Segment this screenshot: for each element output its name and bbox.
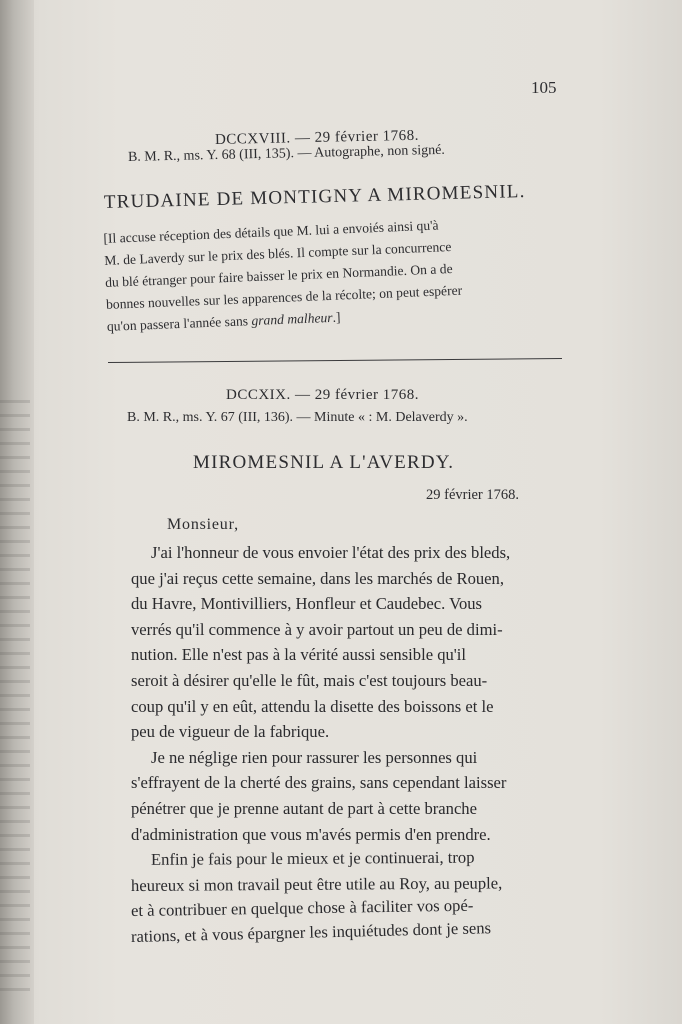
summary-line: bonnes nouvelles sur les apparences de la récolte; on peut espérer bbox=[105, 282, 463, 312]
summary-end: .] bbox=[332, 309, 341, 325]
letter-date: 29 février 1768. bbox=[426, 487, 520, 503]
body-line: coup qu'il y en eût, attendu la disette des boissons et le bbox=[131, 696, 494, 716]
summary-italic: grand malheur bbox=[251, 309, 333, 329]
previous-page-text-shadow bbox=[0, 400, 30, 1000]
body-line: verrés qu'il commence à y avoir partout un peu de dimi- bbox=[131, 619, 503, 639]
body-line: d'administration que vous m'avés permis d'en prendre. bbox=[131, 824, 491, 844]
body-line: J'ai l'honneur de vous envoier l'état des prix des bleds, bbox=[151, 543, 511, 562]
page-number: 105 bbox=[531, 78, 557, 97]
body-line: du Havre, Montivilliers, Honfleur et Caudebec. Vous bbox=[131, 594, 483, 614]
entry-heading: DCCXVIII. — 29 février 1768. bbox=[214, 127, 420, 148]
body-line: heureux si mon travail peut être utile au Roy, au peuple, bbox=[130, 873, 503, 895]
body-line: nution. Elle n'est pas à la vérité aussi sensible qu'il bbox=[131, 645, 467, 665]
summary-line-text: qu'on passera l'année sans bbox=[106, 313, 252, 334]
body-line: et à contribuer en quelque chose à faciliter vos opé- bbox=[130, 895, 474, 921]
letter-title: MIROMESNIL A L'AVERDY. bbox=[193, 452, 455, 473]
summary-line: du blé étranger pour faire baisser le prix en Normandie. On a de bbox=[104, 261, 453, 290]
body-line: Enfin je fais pour le mieux et je continuerai, trop bbox=[150, 847, 475, 869]
summary-line: M. de Laverdy sur le prix des blés. Il compte sur la concurrence bbox=[104, 239, 452, 268]
body-line: que j'ai reçus cette semaine, dans les marchés de Rouen, bbox=[131, 568, 504, 588]
body-line: Je ne néglige rien pour rassurer les personnes qui bbox=[151, 747, 478, 767]
body-line: s'effrayent de la cherté des grains, sans cependant laisser bbox=[131, 773, 507, 793]
letter-title: TRUDAINE DE MONTIGNY A MIROMESNIL. bbox=[103, 180, 526, 213]
section-divider bbox=[108, 358, 562, 363]
body-line: rations, et à vous épargner les inquiétudes dont je sens bbox=[130, 918, 492, 946]
body-line: seroit à désirer qu'elle le fût, mais c'est toujours beau- bbox=[131, 670, 488, 690]
body-line: peu de vigueur de la fabrique. bbox=[131, 722, 330, 742]
entry-source: B. M. R., ms. Y. 68 (III, 135). — Autographe, non signé. bbox=[127, 142, 446, 165]
body-line: pénétrer que je prenne autant de part à cette branche bbox=[131, 798, 477, 818]
entry-heading: DCCXIX. — 29 février 1768. bbox=[226, 387, 419, 403]
letter-salutation: Monsieur, bbox=[167, 516, 239, 533]
letter-summary bbox=[103, 209, 577, 338]
summary-line: [Il accuse réception des détails que M. lui a envoiés ainsi qu'à bbox=[103, 217, 439, 246]
entry-source: B. M. R., ms. Y. 67 (III, 136). — Minute « : M. Delaverdy ». bbox=[127, 410, 468, 425]
letter-body bbox=[131, 540, 586, 950]
